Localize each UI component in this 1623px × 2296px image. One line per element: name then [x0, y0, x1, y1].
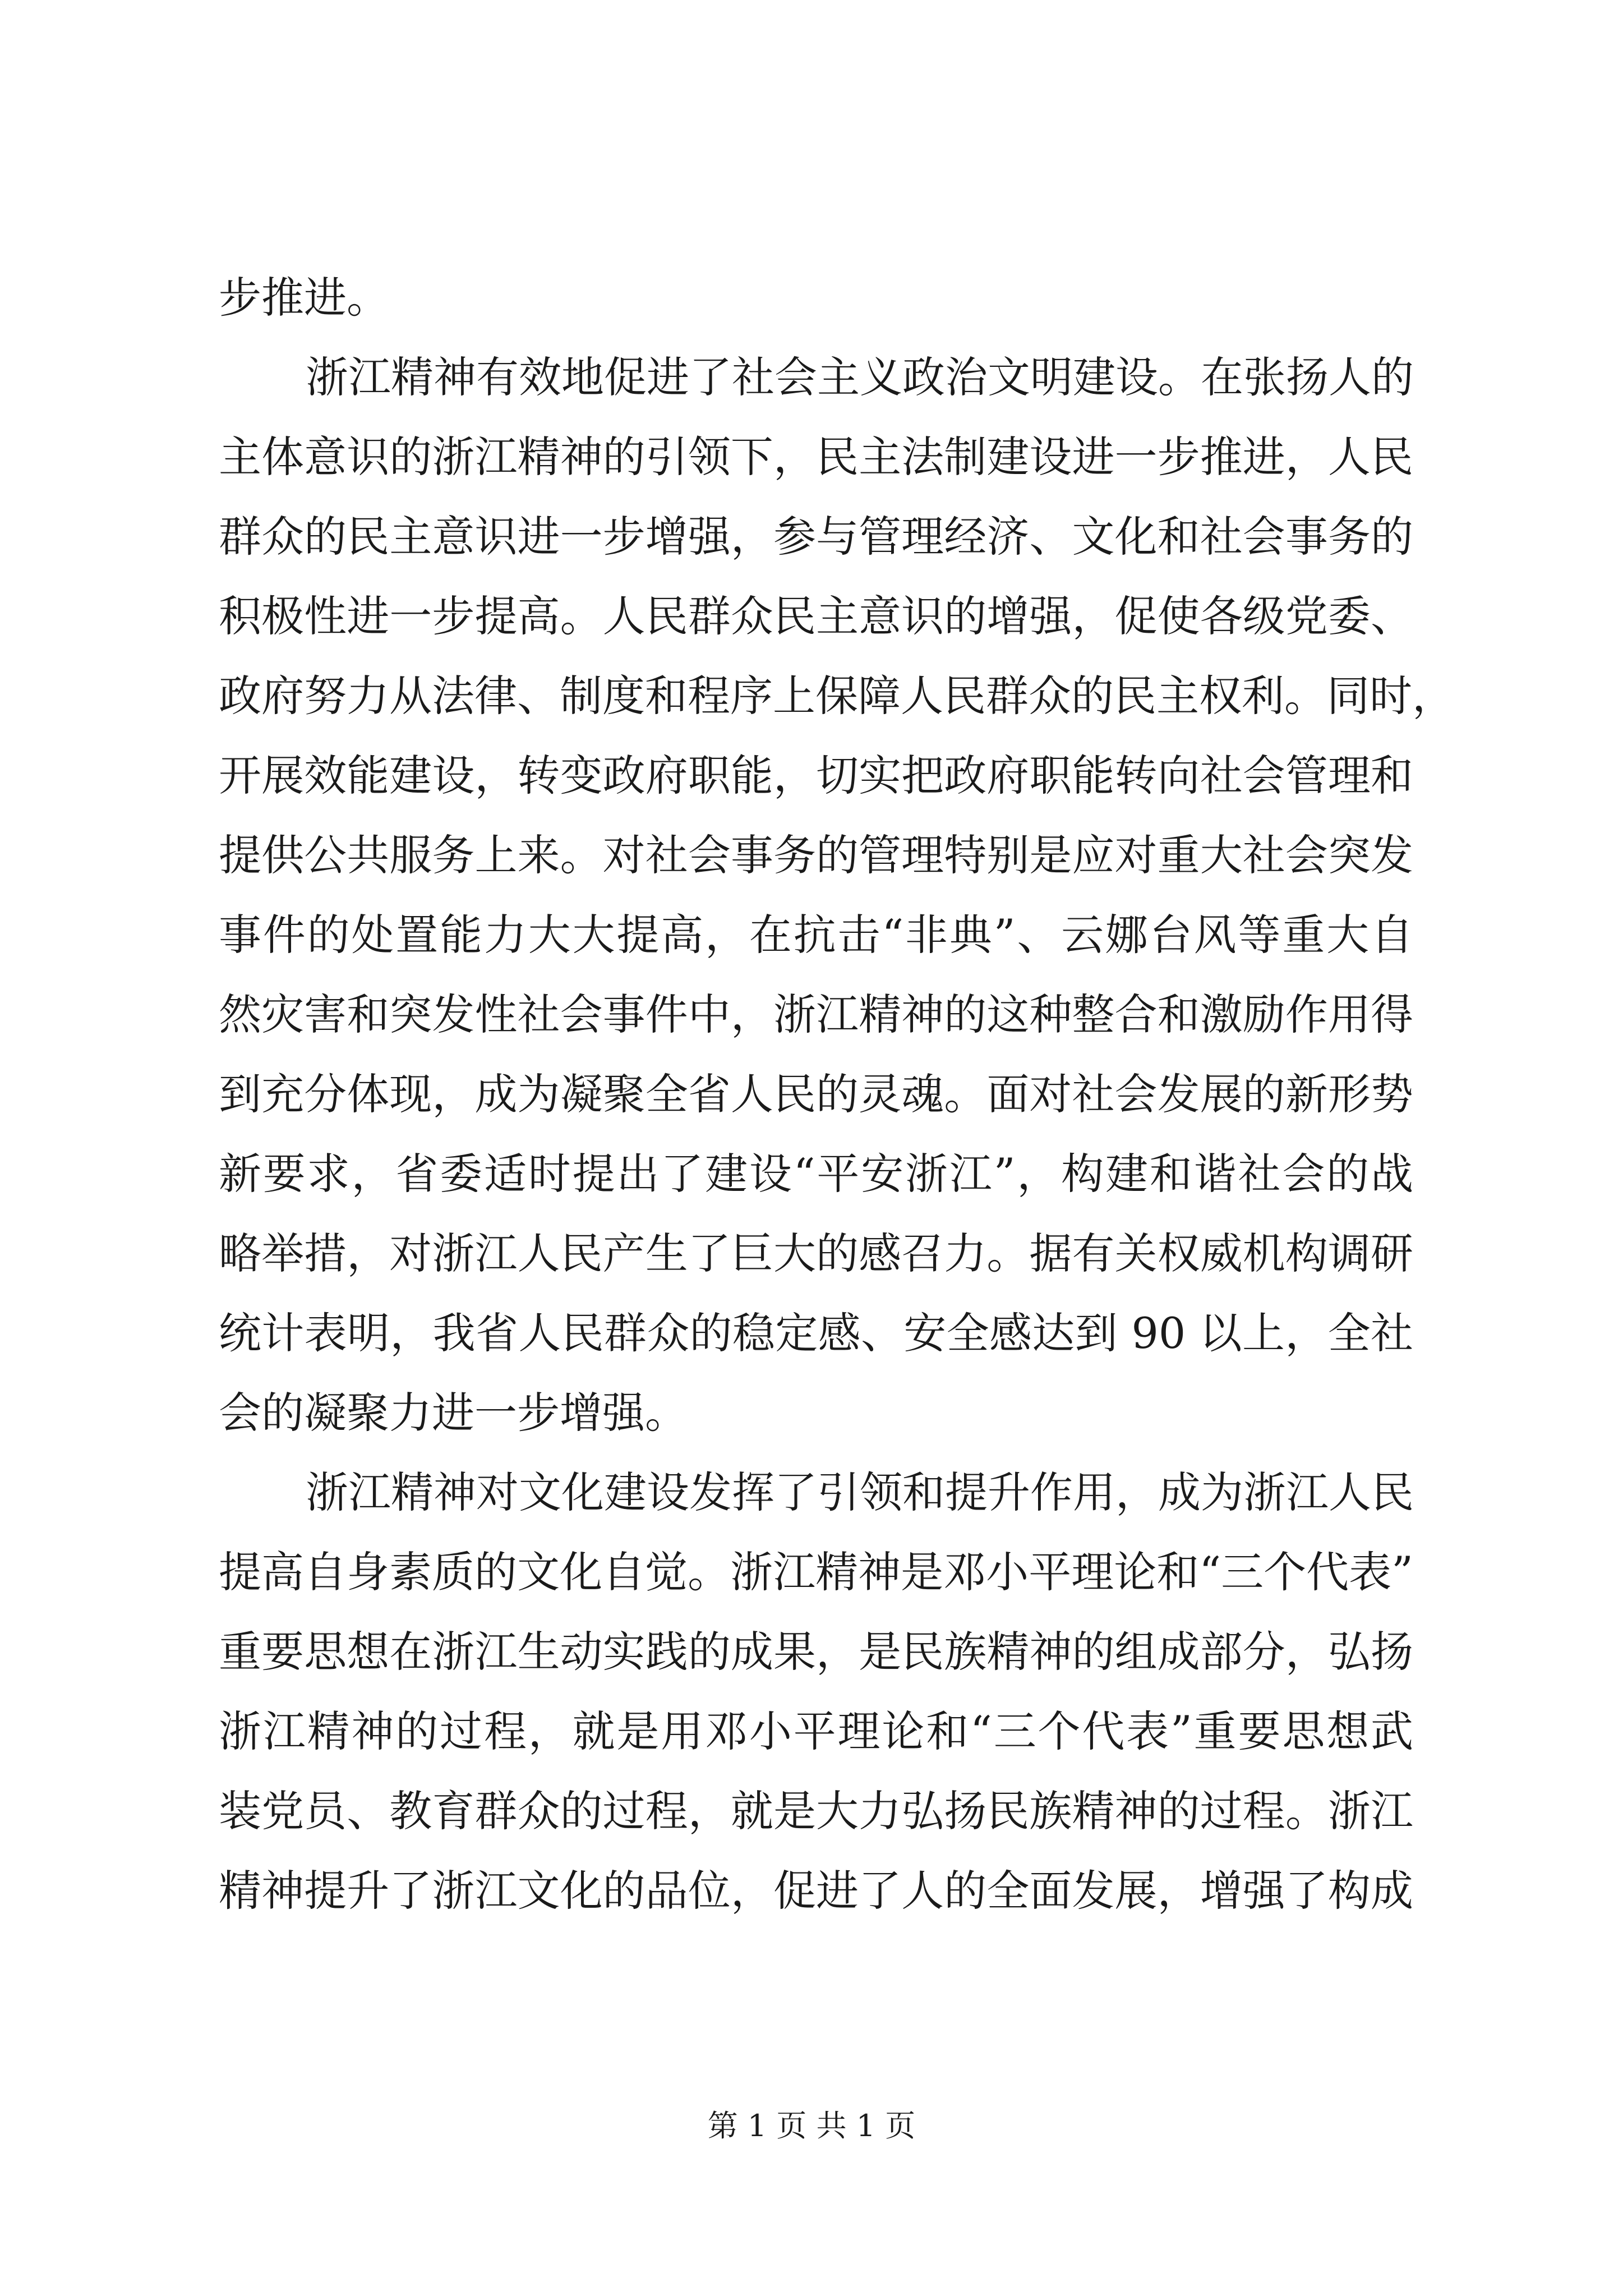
page-number-label: 第 1 页 共 1 页 — [707, 2108, 916, 2143]
text-line: 事件的处置能力大大提高，在抗击“非典”、云娜台风等重大自 — [219, 910, 1413, 960]
text-line: 统计表明，我省人民群众的稳定感、安全感达到 90 以上，全社 — [219, 1308, 1413, 1358]
text-line: 政府努力从法律、制度和程序上保障人民群众的民主权利。同时， — [219, 671, 1455, 721]
text-line: 提高自身素质的文化自觉。浙江精神是邓小平理论和“三个代表” — [219, 1547, 1413, 1597]
text-line: 略举措，对浙江人民产生了巨大的感召力。据有关权威机构调研 — [219, 1228, 1413, 1278]
text-line: 主体意识的浙江精神的引领下，民主法制建设进一步推进，人民 — [219, 432, 1413, 482]
text-line: 装党员、教育群众的过程，就是大力弘扬民族精神的过程。浙江 — [219, 1786, 1413, 1836]
text-line: 提供公共服务上来。对社会事务的管理特别是应对重大社会突发 — [219, 830, 1413, 880]
text-line: 会的凝聚力进一步增强。 — [219, 1388, 688, 1438]
text-line: 精神提升了浙江文化的品位，促进了人的全面发展，增强了构成 — [219, 1866, 1413, 1916]
text-line: 浙江精神有效地促进了社会主义政治文明建设。在张扬人的 — [306, 352, 1414, 402]
text-line: 群众的民主意识进一步增强，参与管理经济、文化和社会事务的 — [219, 512, 1413, 562]
text-line: 然灾害和突发性社会事件中，浙江精神的这种整合和激励作用得 — [219, 990, 1413, 1039]
text-line: 重要思想在浙江生动实践的成果，是民族精神的组成部分，弘扬 — [219, 1627, 1413, 1677]
text-line: 浙江精神的过程，就是用邓小平理论和“三个代表”重要思想武 — [219, 1706, 1413, 1756]
text-line: 开展效能建设，转变政府职能，切实把政府职能转向社会管理和 — [219, 751, 1413, 800]
text-line: 浙江精神对文化建设发挥了引领和提升作用，成为浙江人民 — [306, 1467, 1414, 1517]
body-text — [219, 258, 1455, 1931]
text-line: 到充分体现，成为凝聚全省人民的灵魂。面对社会发展的新形势 — [219, 1069, 1413, 1119]
page-footer — [0, 2106, 1623, 2146]
text-line: 步推进。 — [219, 273, 389, 323]
text-line: 新要求，省委适时提出了建设“平安浙江”，构建和谐社会的战 — [219, 1149, 1413, 1199]
text-line: 积极性进一步提高。人民群众民主意识的增强，促使各级党委、 — [219, 591, 1413, 641]
